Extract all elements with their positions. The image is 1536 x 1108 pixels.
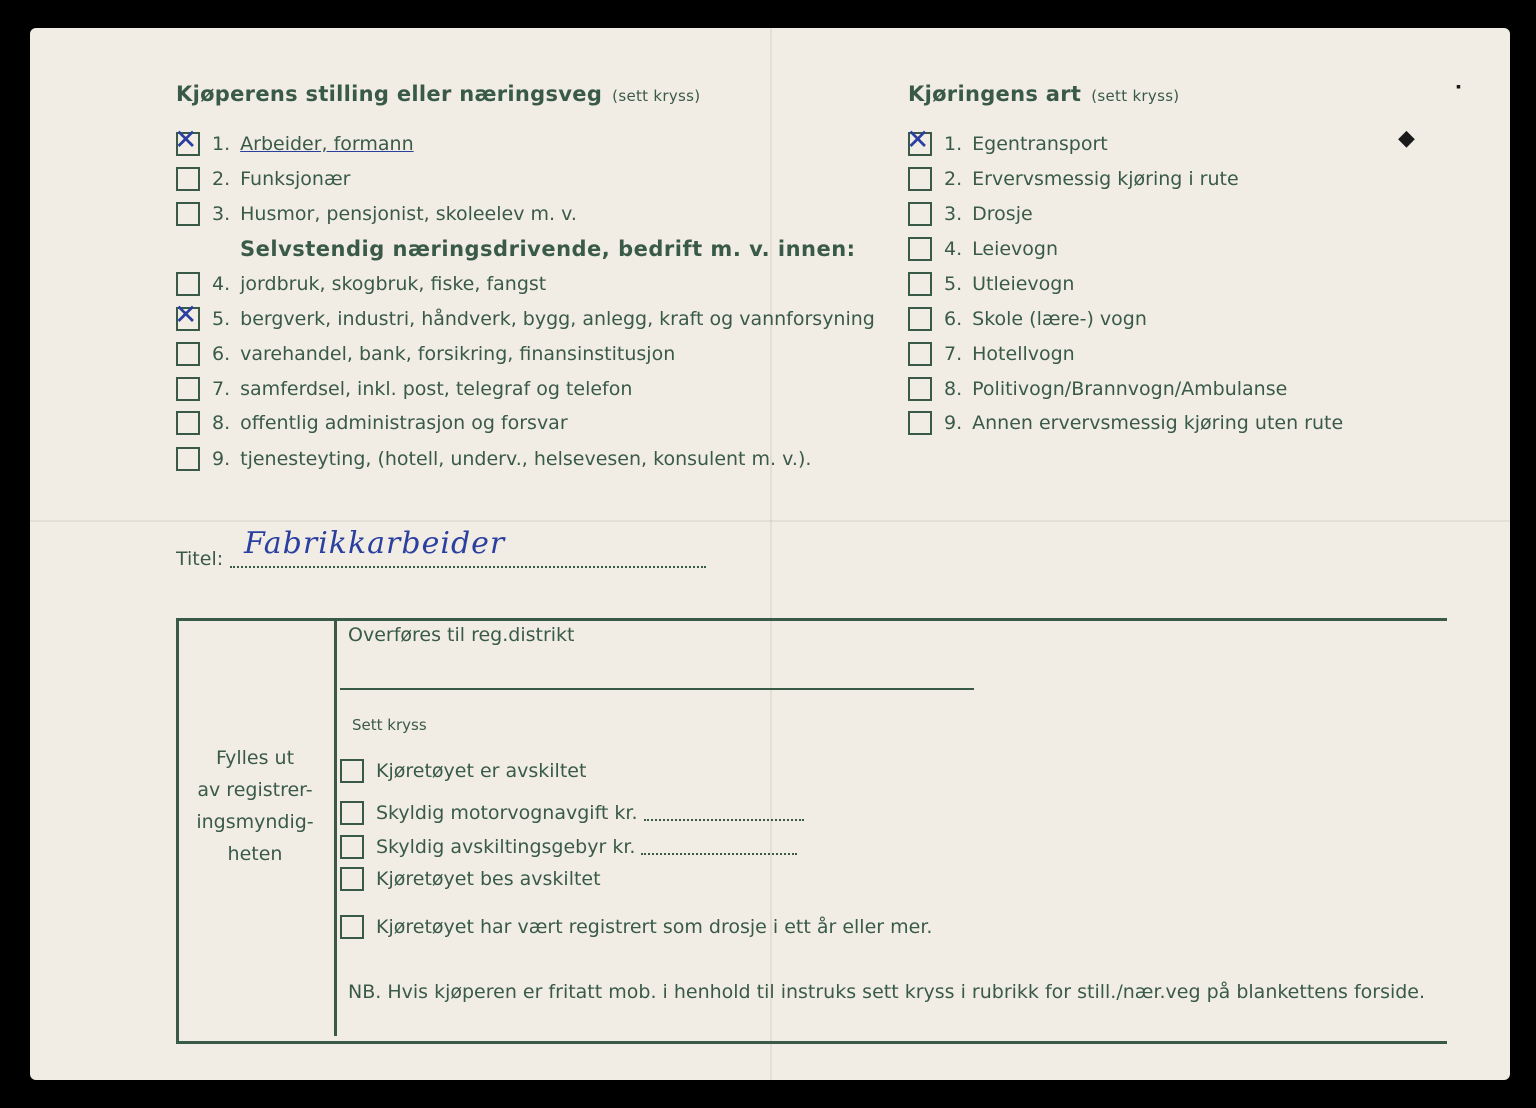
option-label: Drosje [972,203,1033,225]
checkbox-panel-2[interactable] [340,801,364,825]
option-label: Skole (lære-) vogn [972,308,1147,330]
occupation-option-6[interactable] [176,342,675,366]
driving-option-1[interactable] [906,123,1108,156]
checkbox-driving-4[interactable] [908,237,932,261]
panel-check-3[interactable] [340,835,797,859]
panel-check-label: Skyldig avskiltingsgebyr kr. [376,836,636,858]
option-number: 2. [944,168,963,190]
option-label: Annen ervervsmessig kjøring uten rute [972,412,1344,434]
option-label: Ervervsmessig kjøring i rute [972,168,1239,190]
option-label: Funksjonær [240,168,351,190]
option-number: 1. [212,133,231,155]
option-label: Utleievogn [972,273,1075,295]
panel-left-line: av registrer- [197,779,313,801]
option-number: 6. [212,343,231,365]
option-number: 7. [212,378,231,400]
panel-check-label: Kjøretøyet er avskiltet [376,760,587,782]
checkbox-occupation-5[interactable] [174,298,200,331]
option-number: 9. [944,412,963,434]
option-label: Husmor, pensjonist, skoleelev m. v. [240,203,577,225]
driving-option-3[interactable] [908,202,1033,226]
checkbox-occupation-1[interactable] [174,123,200,156]
option-label: offentlig administrasjon og forsvar [240,412,568,434]
driving-option-4[interactable] [908,237,1058,261]
option-number: 4. [212,273,231,295]
panel-divider [334,620,337,1036]
driving-type-note: (sett kryss) [1091,87,1180,105]
checkbox-driving-9[interactable] [908,411,932,435]
option-number: 6. [944,308,963,330]
buyer-occupation-heading [176,82,700,106]
option-number: 7. [944,343,963,365]
self-employed-subheading: Selvstendig næringsdrivende, bedrift m. v. innen: [240,237,856,261]
option-label: Hotellvogn [972,343,1075,365]
checkbox-occupation-7[interactable] [176,377,200,401]
option-label: tjenesteyting, (hotell, underv., helsevesen, konsulent m. v.). [240,448,812,470]
option-number: 3. [212,203,231,225]
checkbox-panel-1[interactable] [340,759,364,783]
cross-mark-icon: ✕ [174,298,198,331]
option-number: 1. [944,133,963,155]
panel-left-line: heten [227,843,283,865]
panel-left-caption [180,742,330,870]
checkbox-panel-3[interactable] [340,835,364,859]
transfer-label: Overføres til reg.distrikt [348,624,575,646]
occupation-option-9[interactable] [176,447,811,471]
driving-option-5[interactable] [908,272,1074,296]
panel-check-label: Kjøretøyet har vært registrert som drosje i ett år eller mer. [376,916,933,938]
checkbox-driving-3[interactable] [908,202,932,226]
option-label: Politivogn/Brannvogn/Ambulanse [972,378,1288,400]
option-number: 8. [212,412,231,434]
cross-mark-icon: ✕ [174,123,198,156]
amount-dotted-field[interactable] [641,839,797,855]
option-number: 5. [944,273,963,295]
checkbox-driving-1[interactable] [906,123,932,156]
option-label: Leievogn [972,238,1059,260]
option-label: Egentransport [972,133,1108,155]
panel-check-5[interactable] [340,915,932,939]
occupation-option-3[interactable] [176,202,577,226]
driving-option-6[interactable] [908,307,1147,331]
titel-handwritten-value[interactable]: Fabrikkarbeider [244,526,506,561]
panel-left-line: ingsmyndig- [196,811,314,833]
checkbox-occupation-3[interactable] [176,202,200,226]
panel-check-1[interactable] [340,759,586,783]
option-number: 3. [944,203,963,225]
option-number: 8. [944,378,963,400]
checkbox-occupation-9[interactable] [176,447,200,471]
checkbox-occupation-4[interactable] [176,272,200,296]
panel-check-2[interactable] [340,801,804,825]
checkbox-occupation-6[interactable] [176,342,200,366]
panel-note: NB. Hvis kjøperen er fritatt mob. i henhold til instruks sett kryss i rubrikk for still./nær.veg på blankettens forside. [348,981,1426,1003]
buyer-occupation-title: Kjøperens stilling eller næringsveg [176,82,603,106]
option-number: 4. [944,238,963,260]
panel-check-label: Skyldig motorvognavgift kr. [376,802,638,824]
option-number: 9. [212,448,231,470]
driving-option-9[interactable] [908,411,1343,435]
ink-speck: ◆ [1398,126,1415,151]
checkbox-driving-5[interactable] [908,272,932,296]
checkbox-driving-6[interactable] [908,307,932,331]
option-label: bergverk, industri, håndverk, bygg, anlegg, kraft og vannforsyning [240,308,875,330]
panel-check-label: Kjøretøyet bes avskiltet [376,868,601,890]
checkbox-panel-4[interactable] [340,867,364,891]
cross-mark-icon: ✕ [906,123,930,156]
checkbox-driving-7[interactable] [908,342,932,366]
sett-kryss-label: Sett kryss [352,716,427,734]
buyer-occupation-note: (sett kryss) [612,87,701,105]
titel-label: Titel: [176,548,224,570]
occupation-option-1[interactable] [174,123,414,156]
checkbox-panel-5[interactable] [340,915,364,939]
driving-type-title: Kjøringens art [908,82,1082,106]
option-number: 2. [212,168,231,190]
panel-left-line: Fylles ut [215,747,295,769]
occupation-option-8[interactable] [176,411,568,435]
occupation-option-2[interactable] [176,167,350,191]
option-label: Arbeider, formann [240,133,414,155]
occupation-option-5[interactable] [174,298,875,331]
panel-check-4[interactable] [340,867,601,891]
driving-type-heading [908,82,1179,106]
occupation-option-7[interactable] [176,377,632,401]
driving-option-7[interactable] [908,342,1075,366]
amount-dotted-field[interactable] [644,805,804,821]
fold-line-horizontal [30,520,1510,522]
driving-option-2[interactable] [908,167,1239,191]
driving-option-8[interactable] [908,377,1287,401]
checkbox-driving-8[interactable] [908,377,932,401]
ink-speck: ⬝ [1456,76,1461,97]
option-label: jordbruk, skogbruk, fiske, fangst [240,273,547,295]
option-label: varehandel, bank, forsikring, finansinstitusjon [240,343,676,365]
occupation-option-4[interactable] [176,272,546,296]
transfer-district-line[interactable] [340,688,974,690]
checkbox-occupation-8[interactable] [176,411,200,435]
checkbox-occupation-2[interactable] [176,167,200,191]
checkbox-driving-2[interactable] [908,167,932,191]
option-number: 5. [212,308,231,330]
option-label: samferdsel, inkl. post, telegraf og telefon [240,378,633,400]
titel-dotted-line [230,566,706,568]
